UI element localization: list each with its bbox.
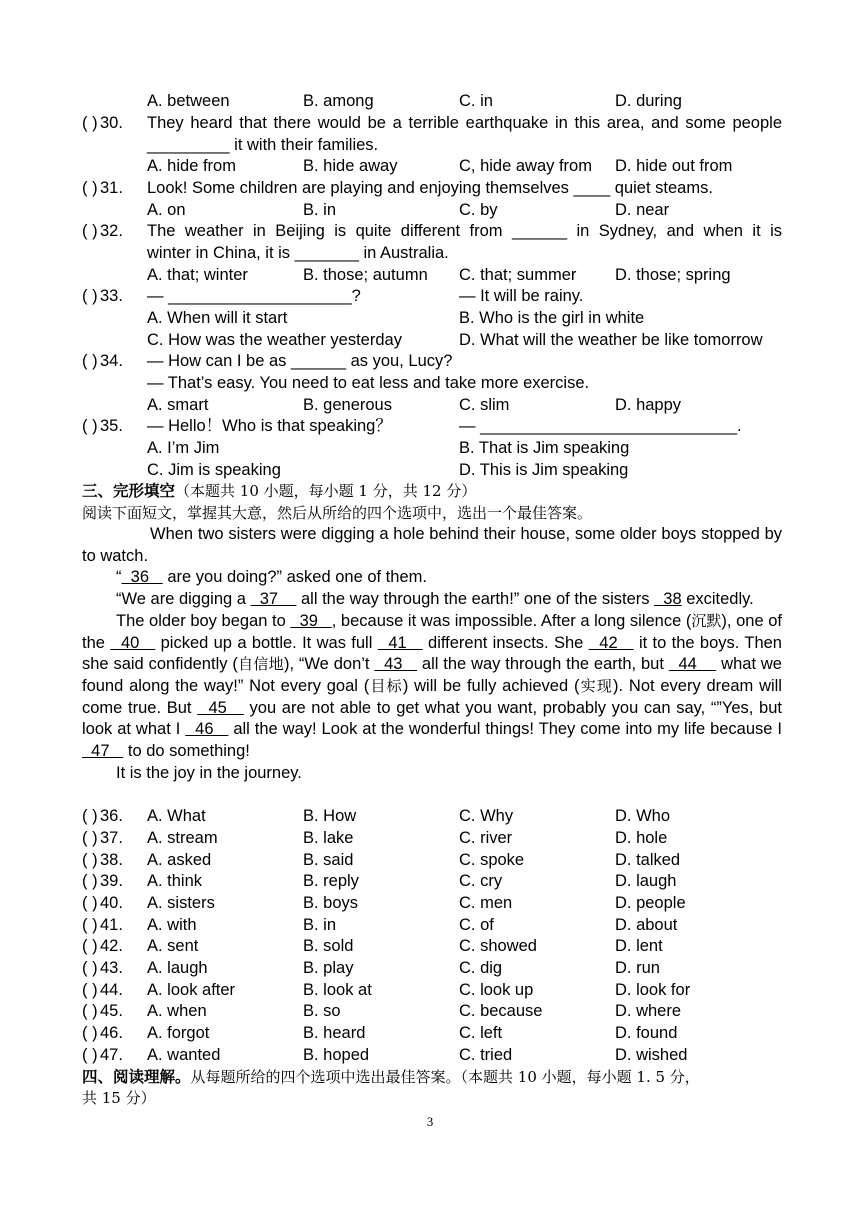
answer-blank[interactable]: ( ) (82, 916, 98, 934)
blank-40: 40 (110, 633, 156, 652)
option-b: B. look at (303, 981, 372, 999)
answer-blank[interactable]: ( ) (82, 807, 98, 825)
answer-blank[interactable]: ( ) (82, 937, 98, 955)
question-number: 39. (100, 872, 123, 890)
dialogue-question: — ____________________? (147, 287, 361, 305)
passage-text: it to the boys. Then she said confidently ( (82, 633, 782, 674)
q31-option-d: D. near (615, 201, 670, 219)
option-c: C. spoke (459, 851, 525, 869)
q29-option-a: A. between (147, 92, 230, 110)
option-a: A. look after (147, 981, 236, 999)
option-c: C. showed (459, 937, 537, 955)
question-text: They heard that there would be a terrible earthquake in this area, and some people (147, 114, 782, 132)
blank-46: 46 (185, 720, 229, 739)
q34-option-a: A. smart (147, 396, 209, 414)
q32-option-b: B. those; autumn (303, 266, 428, 284)
question-number: 41. (100, 916, 123, 934)
q32-option-d: D. those; spring (615, 266, 731, 284)
dialogue-question: — How can I be as ______ as you, Lucy? (147, 352, 453, 370)
dialogue-answer: — That’s easy. You need to eat less and take more exercise. (147, 374, 590, 392)
answer-blank[interactable]: ( ) (82, 872, 98, 890)
option-a: A. sisters (147, 894, 215, 912)
passage-text: “We are digging a (116, 590, 251, 609)
answer-blank[interactable]: ( ) (82, 222, 98, 240)
option-b: B. in (303, 916, 337, 934)
option-a: A. wanted (147, 1046, 221, 1064)
q34-option-b: B. generous (303, 396, 392, 414)
q35-option-c: C. Jim is speaking (147, 461, 281, 479)
dialogue-answer: — ____________________________. (459, 417, 742, 435)
option-a: A. with (147, 916, 197, 934)
answer-blank[interactable]: ( ) (82, 179, 98, 197)
passage-text: excitedly. (681, 590, 754, 609)
option-b: B. lake (303, 829, 354, 847)
option-c: C. because (459, 1002, 543, 1020)
passage-text: you are not able to get what you want, probably you can say, “”Yes, but look at what I (82, 698, 782, 739)
option-b: B. sold (303, 937, 354, 955)
passage-text: all the way through the earth, but (417, 655, 669, 674)
q32-option-c: C. that; summer (459, 266, 577, 284)
blank-38: 38 (654, 590, 682, 609)
option-d: D. laugh (615, 872, 677, 890)
option-c: C. cry (459, 872, 503, 890)
option-c: C. men (459, 894, 513, 912)
passage-text: The older boy began to (116, 611, 291, 630)
passage-paragraph-3 (82, 589, 782, 611)
q34-option-c: C. slim (459, 396, 510, 414)
section-scoring: 共 15 分） (82, 1089, 156, 1107)
option-b: B. heard (303, 1024, 366, 1042)
question-text: _________ it with their families. (147, 136, 379, 154)
option-d: D. hole (615, 829, 668, 847)
passage-text: It is the joy in the journey. (116, 763, 302, 782)
answer-blank[interactable]: ( ) (82, 1046, 98, 1064)
section-title: 四、阅读理解。 (82, 1068, 191, 1086)
passage-text: to do something! (123, 742, 250, 761)
blank-47: 47 (82, 742, 124, 761)
q31-option-b: B. in (303, 201, 337, 219)
blank-42: 42 (588, 633, 634, 652)
option-b: B. said (303, 851, 354, 869)
q32-option-a: A. that; winter (147, 266, 248, 284)
passage-paragraph-4 (82, 611, 782, 763)
option-a: A. forgot (147, 1024, 210, 1042)
question-text: The weather in Beijing is quite different from ______ in Sydney, and when it is (147, 222, 782, 240)
option-a: A. think (147, 872, 203, 890)
answer-blank[interactable]: ( ) (82, 287, 98, 305)
q30-option-b: B. hide away (303, 157, 398, 175)
option-c: C. Why (459, 807, 514, 825)
option-c: C. tried (459, 1046, 513, 1064)
option-b: B. boys (303, 894, 359, 912)
blank-43: 43 (374, 655, 418, 674)
question-number: 45. (100, 1002, 123, 1020)
passage-text: When two sisters were digging a hole behind their house, some older boys stopped by to watch. (82, 525, 782, 565)
passage-paragraph-2 (82, 567, 782, 589)
passage-text: ), one of the (82, 611, 782, 652)
question-text: winter in China, it is _______ in Australia. (147, 244, 449, 262)
instruction-text: 阅读下面短文，掌握其大意，然后从所给的四个选项中，选出一个最佳答案。 (82, 504, 593, 522)
question-number: 34. (100, 352, 123, 370)
option-d: D. where (615, 1002, 682, 1020)
question-number: 42. (100, 937, 123, 955)
cloze-passage (82, 524, 782, 784)
blank-39: 39 (290, 611, 332, 630)
question-number: 43. (100, 959, 123, 977)
answer-blank[interactable]: ( ) (82, 417, 98, 435)
blank-37: 37 (250, 590, 297, 609)
answer-blank[interactable]: ( ) (82, 1002, 98, 1020)
q29-option-c: C. in (459, 92, 493, 110)
chinese-gloss: 目标 (369, 676, 403, 695)
passage-text: what we found along the way!” Not every goal ( (82, 655, 782, 695)
q35-option-a: A. I’m Jim (147, 439, 220, 457)
q33-option-c: C. How was the weather yesterday (147, 331, 402, 349)
blank-45: 45 (197, 698, 244, 717)
option-d: D. found (615, 1024, 678, 1042)
option-a: A. What (147, 807, 206, 825)
section-scoring: （本题共 10 小题，每小题 1 分，共 12 分） (175, 482, 477, 500)
option-c: C. dig (459, 959, 503, 977)
section-title: 三、完形填空 (82, 482, 176, 500)
option-c: C. left (459, 1024, 503, 1042)
passage-text: different insects. She (422, 633, 589, 652)
answer-blank[interactable]: ( ) (82, 851, 98, 869)
passage-text: picked up a bottle. It was full (155, 633, 378, 652)
passage-text: ). Not every dream will come true. But (82, 676, 782, 717)
question-number: 46. (100, 1024, 123, 1042)
q33-option-d: D. What will the weather be like tomorrow (459, 331, 763, 349)
question-number: 33. (100, 287, 123, 305)
q34-option-d: D. happy (615, 396, 682, 414)
question-number: 31. (100, 179, 123, 197)
question-number: 47. (100, 1046, 123, 1064)
chinese-gloss: 沉默 (691, 611, 722, 630)
q30-option-d: D. hide out from (615, 157, 733, 175)
option-d: D. lent (615, 937, 663, 955)
dialogue-question: — Hello！Who is that speaking？ (147, 417, 392, 435)
answer-blank[interactable]: ( ) (82, 829, 98, 847)
q35-option-d: D. This is Jim speaking (459, 461, 629, 479)
question-number: 36. (100, 807, 123, 825)
section-heading-text (82, 480, 476, 502)
option-a: A. asked (147, 851, 212, 869)
chinese-gloss: 自信地 (237, 655, 284, 674)
option-b: B. play (303, 959, 354, 977)
answer-blank[interactable]: ( ) (82, 1024, 98, 1042)
passage-paragraph-1 (82, 524, 782, 567)
option-b: B. hoped (303, 1046, 370, 1064)
q31-option-a: A. on (147, 201, 186, 219)
option-d: D. Who (615, 807, 671, 825)
passage-paragraph-5 (82, 763, 782, 785)
q33-option-b: B. Who is the girl in white (459, 309, 645, 327)
passage-text: ), “We don’t (283, 655, 375, 674)
passage-text: , because it was impossible. After a long silence ( (331, 611, 692, 630)
option-b: B. How (303, 807, 357, 825)
option-d: D. run (615, 959, 660, 977)
option-b: B. so (303, 1002, 341, 1020)
q33-option-a: A. When will it start (147, 309, 288, 327)
option-d: D. about (615, 916, 678, 934)
section-instruction: 从每题所给的四个选项中选出最佳答案。（本题共 10 小题，每小题 1. 5 分， (190, 1068, 700, 1086)
question-number: 35. (100, 417, 123, 435)
chinese-gloss: 实现 (579, 676, 614, 695)
dialogue-answer: — It will be rainy. (459, 287, 584, 305)
blank-36: 36 (121, 568, 163, 587)
question-text: Look! Some children are playing and enjoying themselves ____ quiet steams. (147, 179, 713, 197)
option-a: A. when (147, 1002, 207, 1020)
passage-text: “ (116, 568, 122, 587)
question-number: 32. (100, 222, 123, 240)
blank-44: 44 (668, 655, 717, 674)
page-number: 3 (426, 1114, 434, 1129)
q30-option-c: C, hide away from (459, 157, 592, 175)
q29-option-d: D. during (615, 92, 682, 110)
option-d: D. talked (615, 851, 681, 869)
question-number: 44. (100, 981, 123, 999)
option-c: C. of (459, 916, 494, 934)
option-c: C. look up (459, 981, 534, 999)
q29-option-b: B. among (303, 92, 374, 110)
answer-blank[interactable]: ( ) (82, 114, 98, 132)
passage-text: ) will be fully achieved ( (402, 676, 580, 695)
q35-option-b: B. That is Jim speaking (459, 439, 630, 457)
option-a: A. stream (147, 829, 218, 847)
option-d: D. look for (615, 981, 691, 999)
passage-text: are you doing?” asked one of them. (162, 568, 427, 587)
passage-text: all the way! Look at the wonderful things! They come into my life because I (228, 720, 782, 739)
answer-blank[interactable]: ( ) (82, 352, 98, 370)
option-d: D. wished (615, 1046, 688, 1064)
question-number: 30. (100, 114, 123, 132)
section-heading-text (82, 1066, 700, 1088)
passage-text: all the way through the earth!” one of the sisters (296, 590, 655, 609)
question-number: 37. (100, 829, 123, 847)
option-a: A. laugh (147, 959, 208, 977)
blank-41: 41 (377, 633, 423, 652)
option-c: C. river (459, 829, 513, 847)
answer-blank[interactable]: ( ) (82, 959, 98, 977)
question-number: 40. (100, 894, 123, 912)
option-b: B. reply (303, 872, 359, 890)
answer-blank[interactable]: ( ) (82, 894, 98, 912)
q30-option-a: A. hide from (147, 157, 236, 175)
q31-option-c: C. by (459, 201, 498, 219)
question-number: 38. (100, 851, 123, 869)
option-a: A. sent (147, 937, 199, 955)
option-d: D. people (615, 894, 686, 912)
answer-blank[interactable]: ( ) (82, 981, 98, 999)
